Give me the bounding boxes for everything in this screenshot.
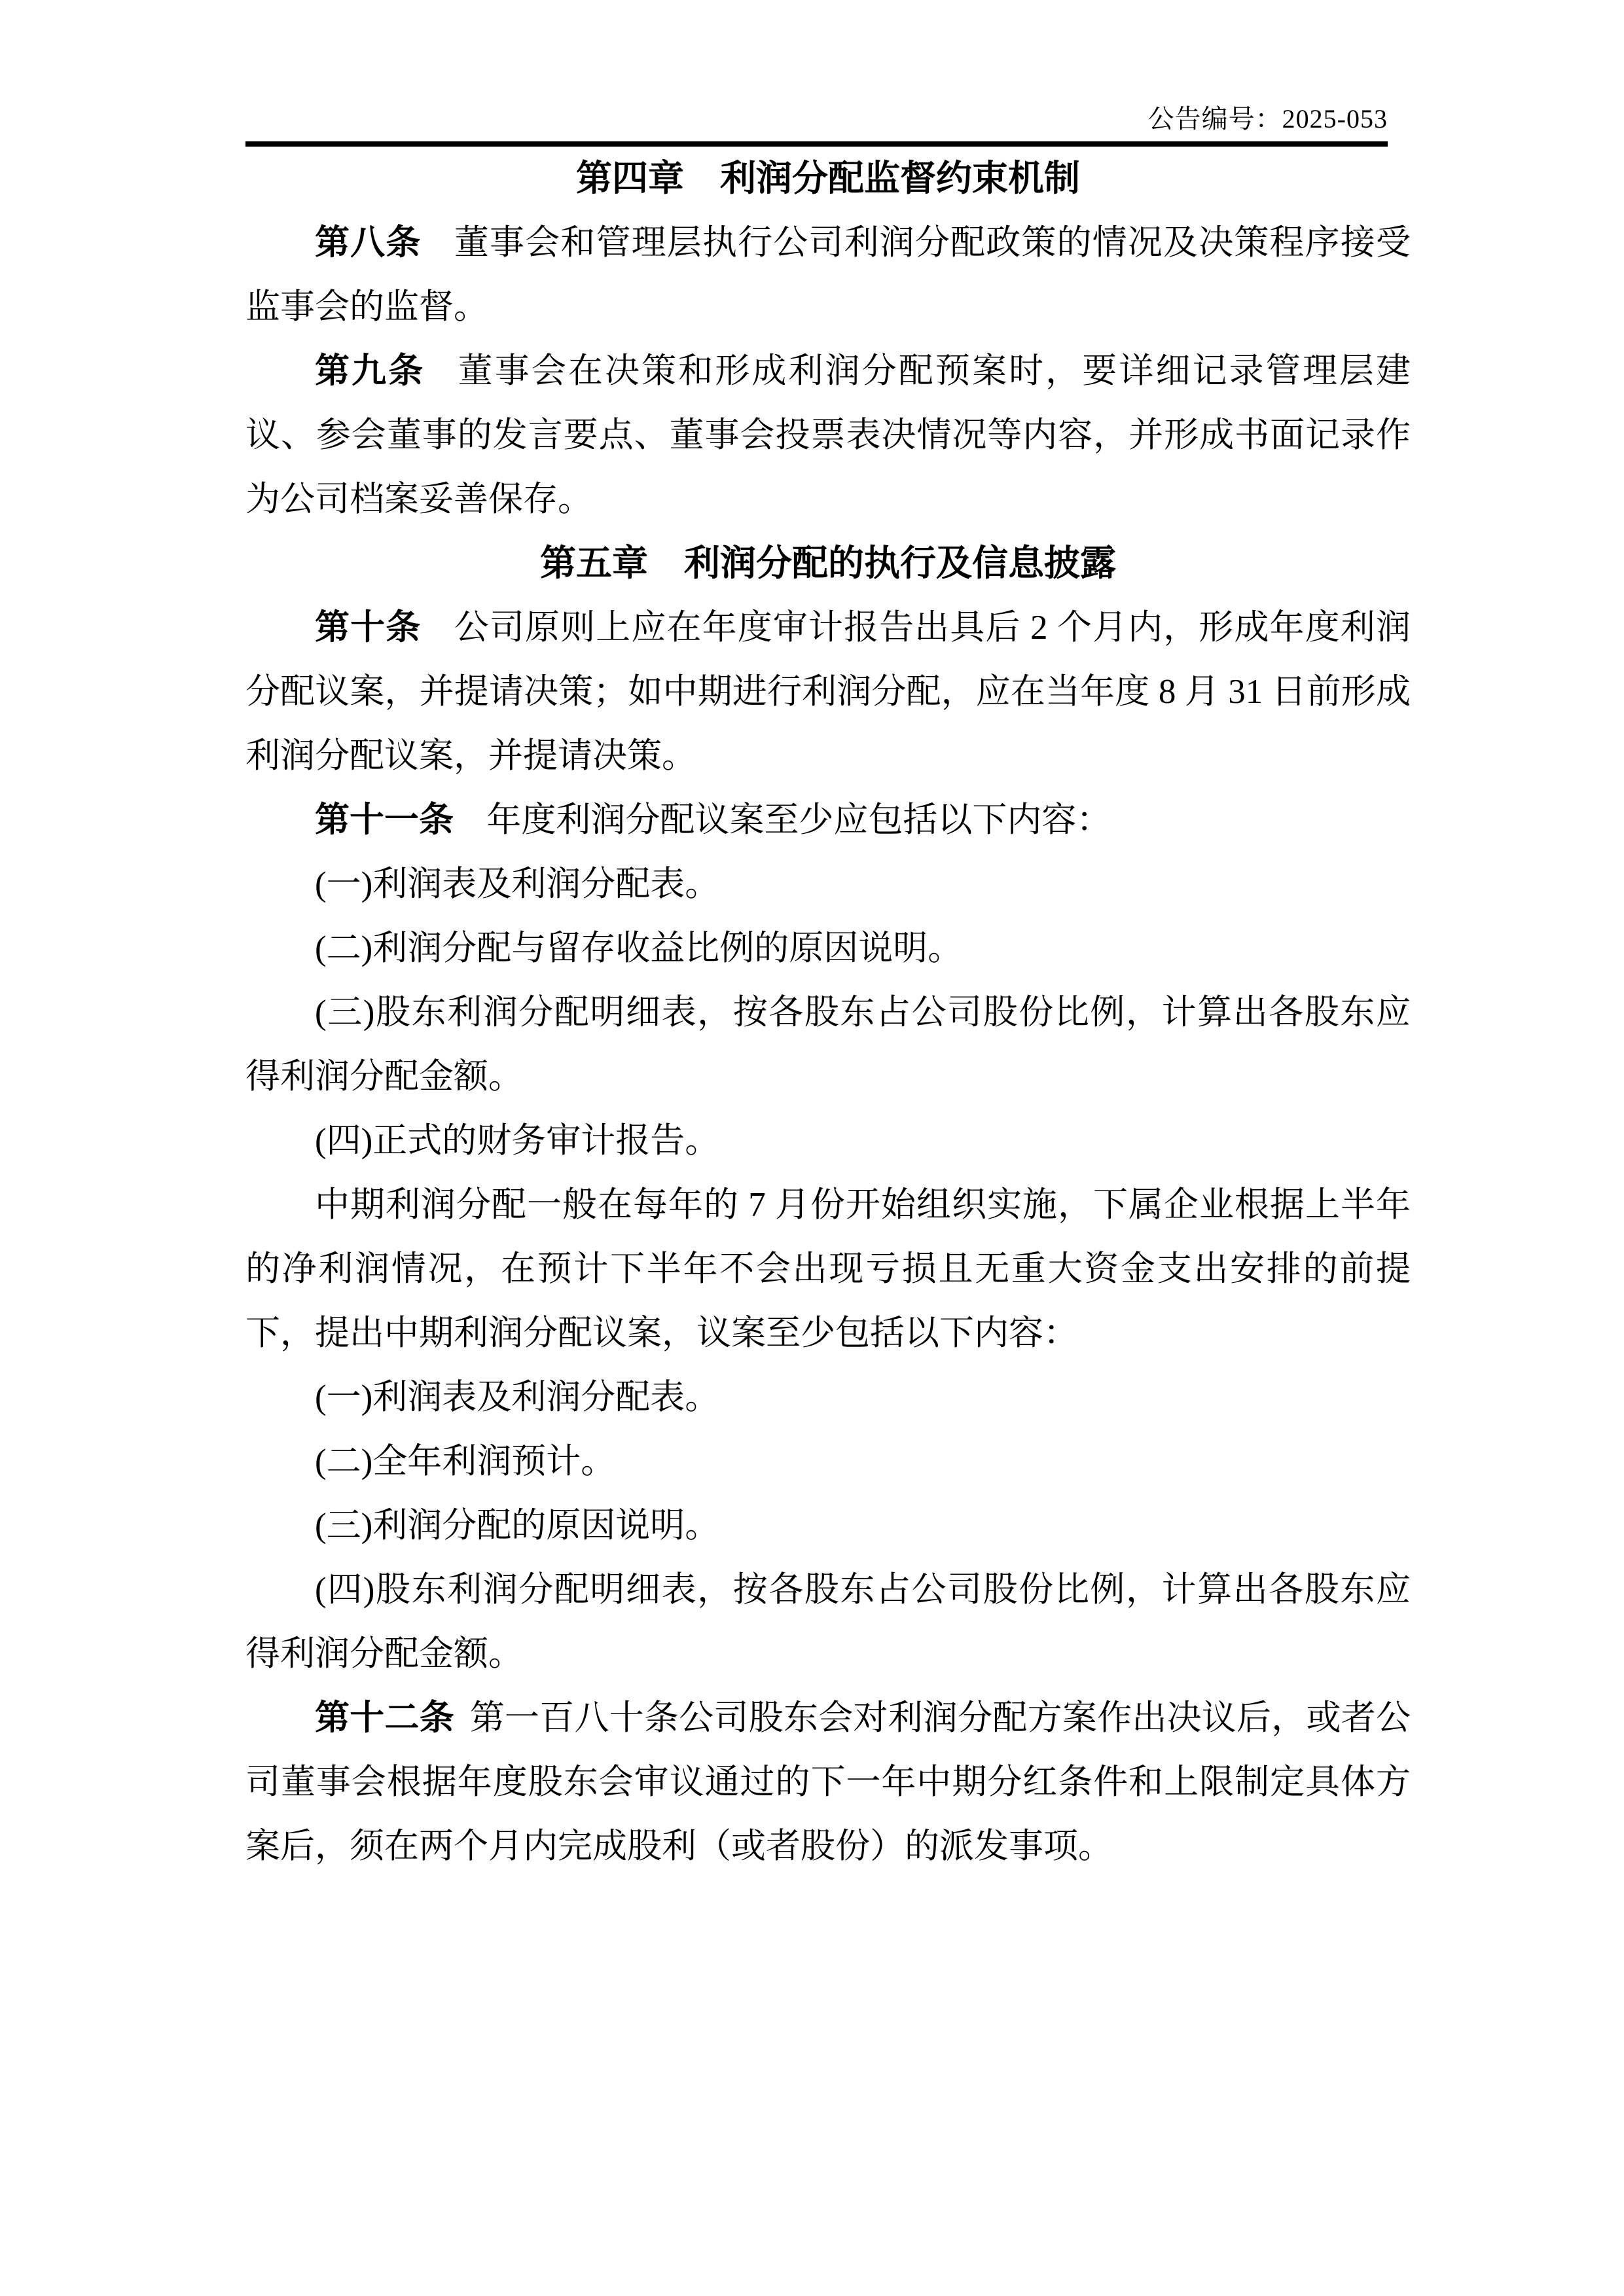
- interim-item-3: [245, 1494, 1411, 1558]
- chapter-5-title: 第五章 利润分配的执行及信息披露: [539, 543, 1116, 583]
- announcement-number: 公告编号：2025-053: [1147, 104, 1388, 134]
- interim-item-4: [245, 1558, 1411, 1686]
- article-9-paragraph: [245, 339, 1411, 531]
- article-8-paragraph: [245, 211, 1411, 339]
- annual-item-1-text: (一)利润表及利润分配表。: [315, 865, 720, 903]
- article-8-text: 董事会和管理层执行公司利润分配政策的情况及决策程序接受监事会的监督。: [245, 224, 1411, 326]
- article-8-label: 第八条: [315, 224, 422, 262]
- article-10-label: 第十条: [315, 609, 422, 647]
- article-11-text: 年度利润分配议案至少应包括以下内容：: [486, 801, 1111, 839]
- article-12-label: 第十二条: [315, 1699, 454, 1737]
- interim-item-1: [245, 1365, 1411, 1429]
- interim-intro-text: 中期利润分配一般在每年的 7 月份开始组织实施，下属企业根据上半年的净利润情况，在预计下半年不会出现亏损且无重大资金支出安排的前提下，提出中期利润分配议案，议案至少包括以下内容：: [245, 1186, 1411, 1352]
- article-12-paragraph: [245, 1686, 1411, 1878]
- annual-item-2: [245, 916, 1411, 980]
- article-10-text: 公司原则上应在年度审计报告出具后 2 个月内，形成年度利润分配议案，并提请决策；如中期进行利润分配，应在当年度 8 月 31 日前形成利润分配议案，并提请决策。: [245, 609, 1411, 775]
- annual-item-1: [245, 852, 1411, 916]
- document-body: [245, 147, 1411, 1878]
- article-12-text: 第一百八十条公司股东会对利润分配方案作出决议后，或者公司董事会根据年度股东会审议通过的下一年中期分红条件和上限制定具体方案后，须在两个月内完成股利（或者股份）的派发事项。: [245, 1699, 1411, 1865]
- annual-item-3-text: (三)股东利润分配明细表，按各股东占公司股份比例，计算出各股东应得利润分配金额。: [245, 994, 1411, 1096]
- annual-item-4: [245, 1109, 1411, 1173]
- annual-item-4-text: (四)正式的财务审计报告。: [315, 1122, 720, 1160]
- article-11-label: 第十一条: [315, 801, 454, 839]
- interim-item-2-text: (二)全年利润预计。: [315, 1443, 616, 1480]
- annual-item-3: [245, 980, 1411, 1109]
- chapter-4-title: 第四章 利润分配监督约束机制: [575, 158, 1080, 198]
- page-header: [245, 0, 1388, 147]
- annual-item-2-text: (二)利润分配与留存收益比例的原因说明。: [315, 929, 963, 967]
- interim-item-2: [245, 1429, 1411, 1494]
- interim-item-1-text: (一)利润表及利润分配表。: [315, 1378, 720, 1416]
- article-9-text: 董事会在决策和形成利润分配预案时，要详细记录管理层建议、参会董事的发言要点、董事会投票表决情况等内容，并形成书面记录作为公司档案妥善保存。: [245, 352, 1411, 518]
- interim-intro-paragraph: [245, 1173, 1411, 1365]
- article-9-label: 第九条: [315, 352, 425, 390]
- article-10-paragraph: [245, 596, 1411, 788]
- article-11-paragraph: [245, 788, 1411, 852]
- interim-item-4-text: (四)股东利润分配明细表，按各股东占公司股份比例，计算出各股东应得利润分配金额。: [245, 1571, 1411, 1673]
- interim-item-3-text: (三)利润分配的原因说明。: [315, 1507, 720, 1545]
